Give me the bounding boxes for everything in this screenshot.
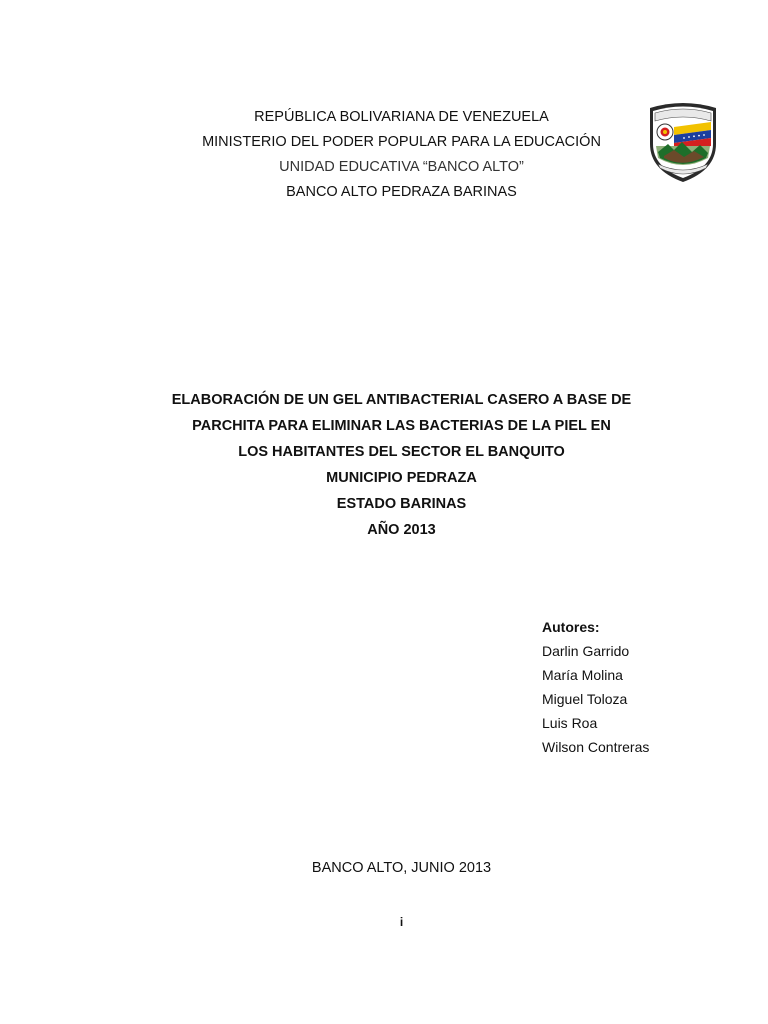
title-line: ESTADO BARINAS xyxy=(336,496,467,512)
place-date: BANCO ALTO, JUNIO 2013 xyxy=(311,860,492,876)
document-title xyxy=(0,387,768,543)
author-name: Miguel Toloza xyxy=(542,691,628,707)
authors-heading: Autores: xyxy=(542,619,600,635)
author-name: María Molina xyxy=(542,667,623,683)
title-line: AÑO 2013 xyxy=(367,522,436,538)
school-line: UNIDAD EDUCATIVA “BANCO ALTO” xyxy=(279,159,524,175)
title-line: LOS HABITANTES DEL SECTOR EL BANQUITO xyxy=(238,444,565,460)
school-crest-icon xyxy=(644,100,722,184)
author-name: Darlin Garrido xyxy=(542,643,630,659)
location-line: BANCO ALTO PEDRAZA BARINAS xyxy=(286,184,517,200)
author-name: Luis Roa xyxy=(542,715,598,731)
authors-list xyxy=(542,615,649,759)
page-number: i xyxy=(399,915,404,929)
ministry-line: MINISTERIO DEL PODER POPULAR PARA LA EDUCACIÓN xyxy=(202,134,601,150)
title-line: PARCHITA PARA ELIMINAR LAS BACTERIAS DE LA PIEL EN xyxy=(192,418,611,434)
author-name: Wilson Contreras xyxy=(542,739,650,755)
title-line: MUNICIPIO PEDRAZA xyxy=(326,470,477,486)
country-line: REPÚBLICA BOLIVARIANA DE VENEZUELA xyxy=(254,109,549,125)
title-line: ELABORACIÓN DE UN GEL ANTIBACTERIAL CASERO A BASE DE xyxy=(171,392,632,408)
